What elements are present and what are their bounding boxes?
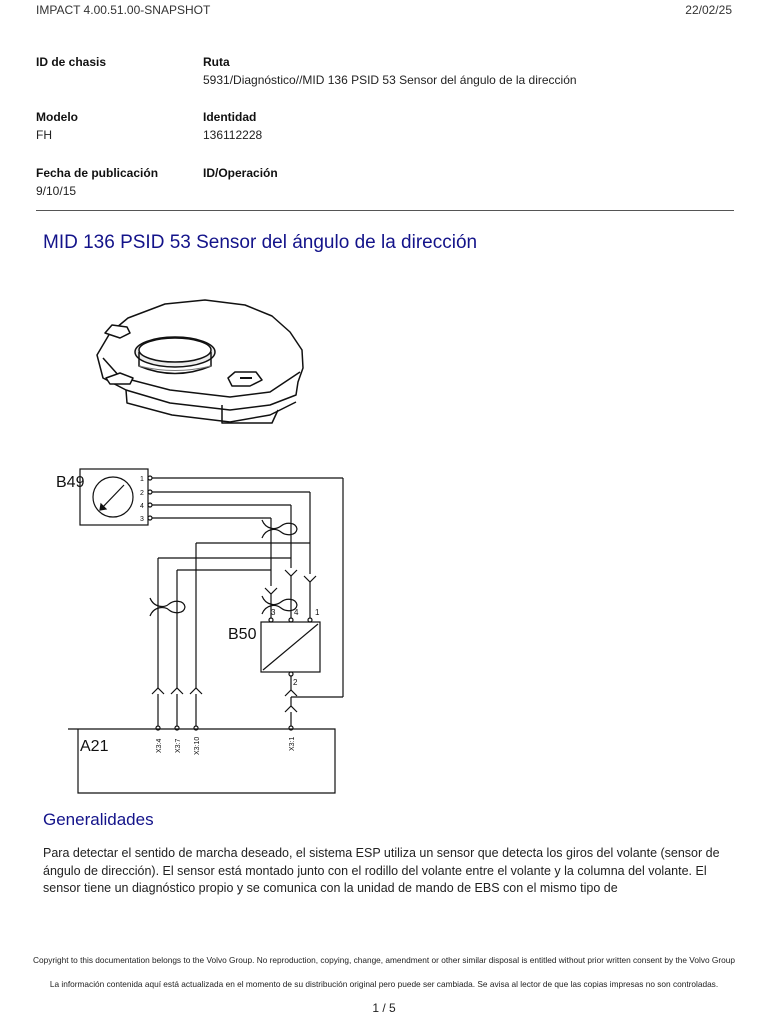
document-app-version: IMPACT 4.00.51.00-SNAPSHOT <box>36 3 211 17</box>
chassis-id-label: ID de chasis <box>36 55 107 69</box>
information-disclaimer: La información contenida aquí está actualizada en el momento de su distribución original pero puede ser cambiada. Se avisa al lector de que las copias impresas no son controladas. <box>49 979 719 989</box>
b49-label: B49 <box>56 474 85 491</box>
b50-pin-label: 4 <box>294 608 299 617</box>
connector-label: X3:10 <box>194 736 201 755</box>
model-value: FH <box>36 128 52 142</box>
model-label: Modelo <box>36 110 78 124</box>
steering-angle-sensor-illustration <box>97 300 303 423</box>
page-title: MID 136 PSID 53 Sensor del ángulo de la dirección <box>43 232 478 253</box>
publication-date-label: Fecha de publicación <box>36 166 159 180</box>
connector-label: X3:7 <box>175 738 182 753</box>
connector-label: X3:1 <box>289 736 296 751</box>
operation-id-label: ID/Operación <box>203 166 278 180</box>
copyright-notice: Copyright to this documentation belongs to the Volvo Group. No reproduction, copying, change, amendment or other similar disposal is entitled without prior written consent by the Volvo Group <box>33 955 735 965</box>
b50-pin-label: 3 <box>271 608 276 617</box>
identity-label: Identidad <box>203 110 257 124</box>
wiring-diagram <box>68 469 343 793</box>
b49-pin-label: 4 <box>140 503 144 510</box>
b49-pin-label: 3 <box>140 516 144 523</box>
document-print-date: 22/02/25 <box>685 3 732 17</box>
section-heading: Generalidades <box>43 810 154 829</box>
route-label: Ruta <box>203 55 230 69</box>
identity-value: 136112228 <box>203 128 263 142</box>
publication-date-value: 9/10/15 <box>36 184 77 198</box>
b49-pin-label: 2 <box>140 490 144 497</box>
b50-pin-label: 2 <box>293 678 298 687</box>
b49-pin-label: 1 <box>140 476 144 483</box>
description-paragraph: Para detectar el sentido de marcha deseado, el sistema ESP utiliza un sensor que detecta los giros del volante (sensor de ángulo de dirección). El sensor está montado junto con el rodillo del volante entre el volante y la columna del volante. El sensor tiene un diagnóstico propio y se comunica con la unidad de mando de EBS con el mismo tipo de <box>43 846 720 895</box>
route-value: 5931/Diagnóstico//MID 136 PSID 53 Sensor del ángulo de la dirección <box>203 73 577 87</box>
connector-label: X3:4 <box>156 738 163 753</box>
page-number: 1 / 5 <box>372 1001 396 1015</box>
b49-pins <box>148 476 343 520</box>
b50-label: B50 <box>228 626 257 643</box>
a21-label: A21 <box>80 738 109 755</box>
b50-pin-label: 1 <box>315 608 320 617</box>
